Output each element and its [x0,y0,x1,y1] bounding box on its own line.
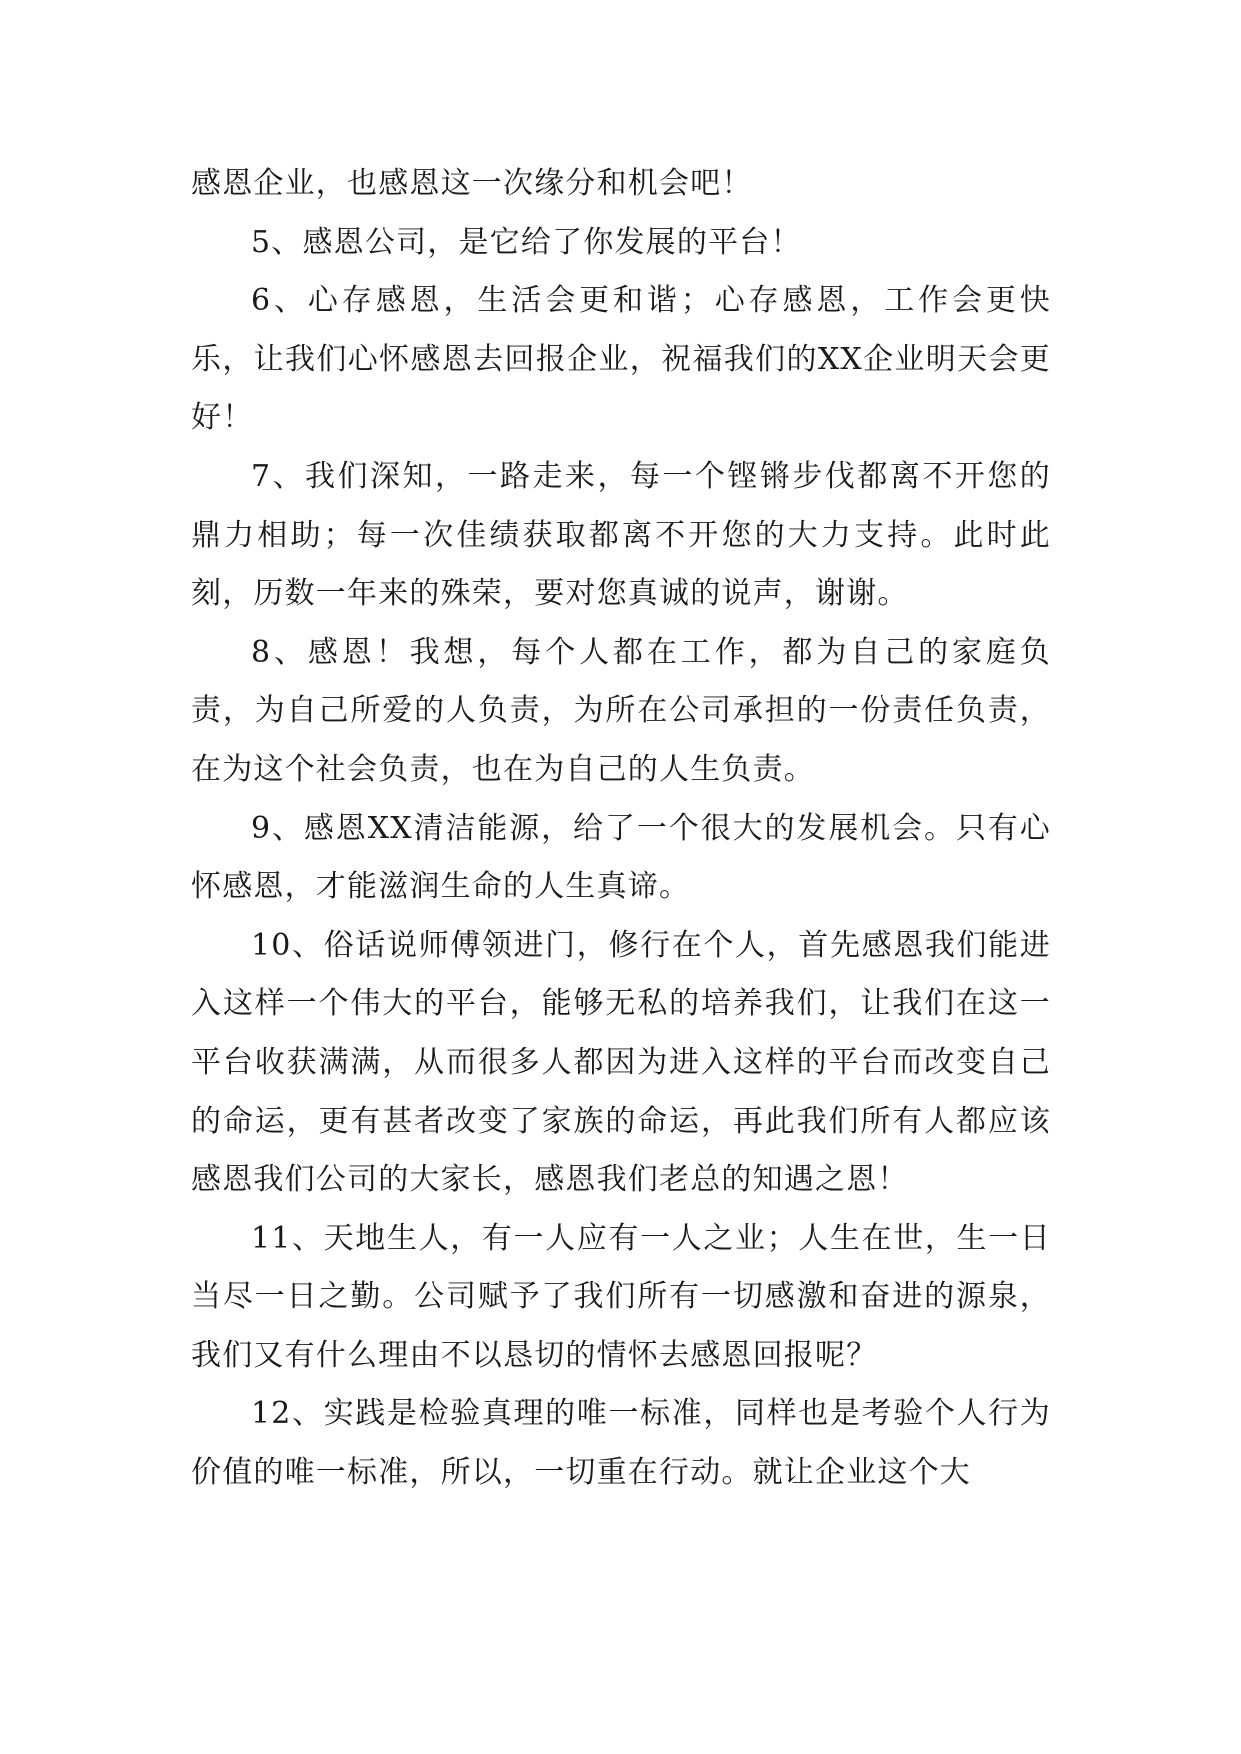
paragraph-item-8: 8、感恩！我想，每个人都在工作，都为自己的家庭负责，为自己所爱的人负责，为所在公司承担的一份责任负责，在为这个社会负责，也在为自己的人生负责。 [191,634,1051,787]
paragraph-item-9: 9、感恩XX清洁能源，给了一个很大的发展机会。只有心怀感恩，才能滋润生命的人生真谛。 [191,810,1051,905]
paragraph-item-11: 11、天地生人，有一人应有一人之业；人生在世，生一日当尽一日之勤。公司赋予了我们所有一切感激和奋进的源泉，我们又有什么理由不以恳切的情怀去感恩回报呢？ [191,1220,1051,1373]
paragraph-item-7: 7、我们深知，一路走来，每一个铿锵步伐都离不开您的鼎力相助；每一次佳绩获取都离不开您的大力支持。此时此刻，历数一年来的殊荣，要对您真诚的说声，谢谢。 [191,458,1051,612]
paragraph-item-6: 6、心存感恩，生活会更和谐；心存感恩，工作会更快乐，让我们心怀感恩去回报企业，祝福我们的XX企业明天会更好！ [191,283,1051,436]
paragraph-item-10: 10、俗话说师傅领进门，修行在个人，首先感恩我们能进入这样一个伟大的平台，能够无私的培养我们，让我们在这一平台收获满满，从而很多人都因为进入这样的平台而改变自己的命运，更有甚者改变了家族的命运，再此我们所有人都应该感恩我们公司的大家长，感恩我们老总的知遇之恩！ [191,927,1051,1198]
paragraph-continuation: 感恩企业，也感恩这一次缘分和机会吧！ [191,166,753,201]
document-body [191,155,1051,1503]
paragraph-item-12: 12、实践是检验真理的唯一标准，同样也是考验个人行为价值的唯一标准，所以，一切重在行动。就让企业这个大 [191,1396,1051,1491]
paragraph-item-5: 5、感恩公司，是它给了你发展的平台！ [251,224,802,260]
